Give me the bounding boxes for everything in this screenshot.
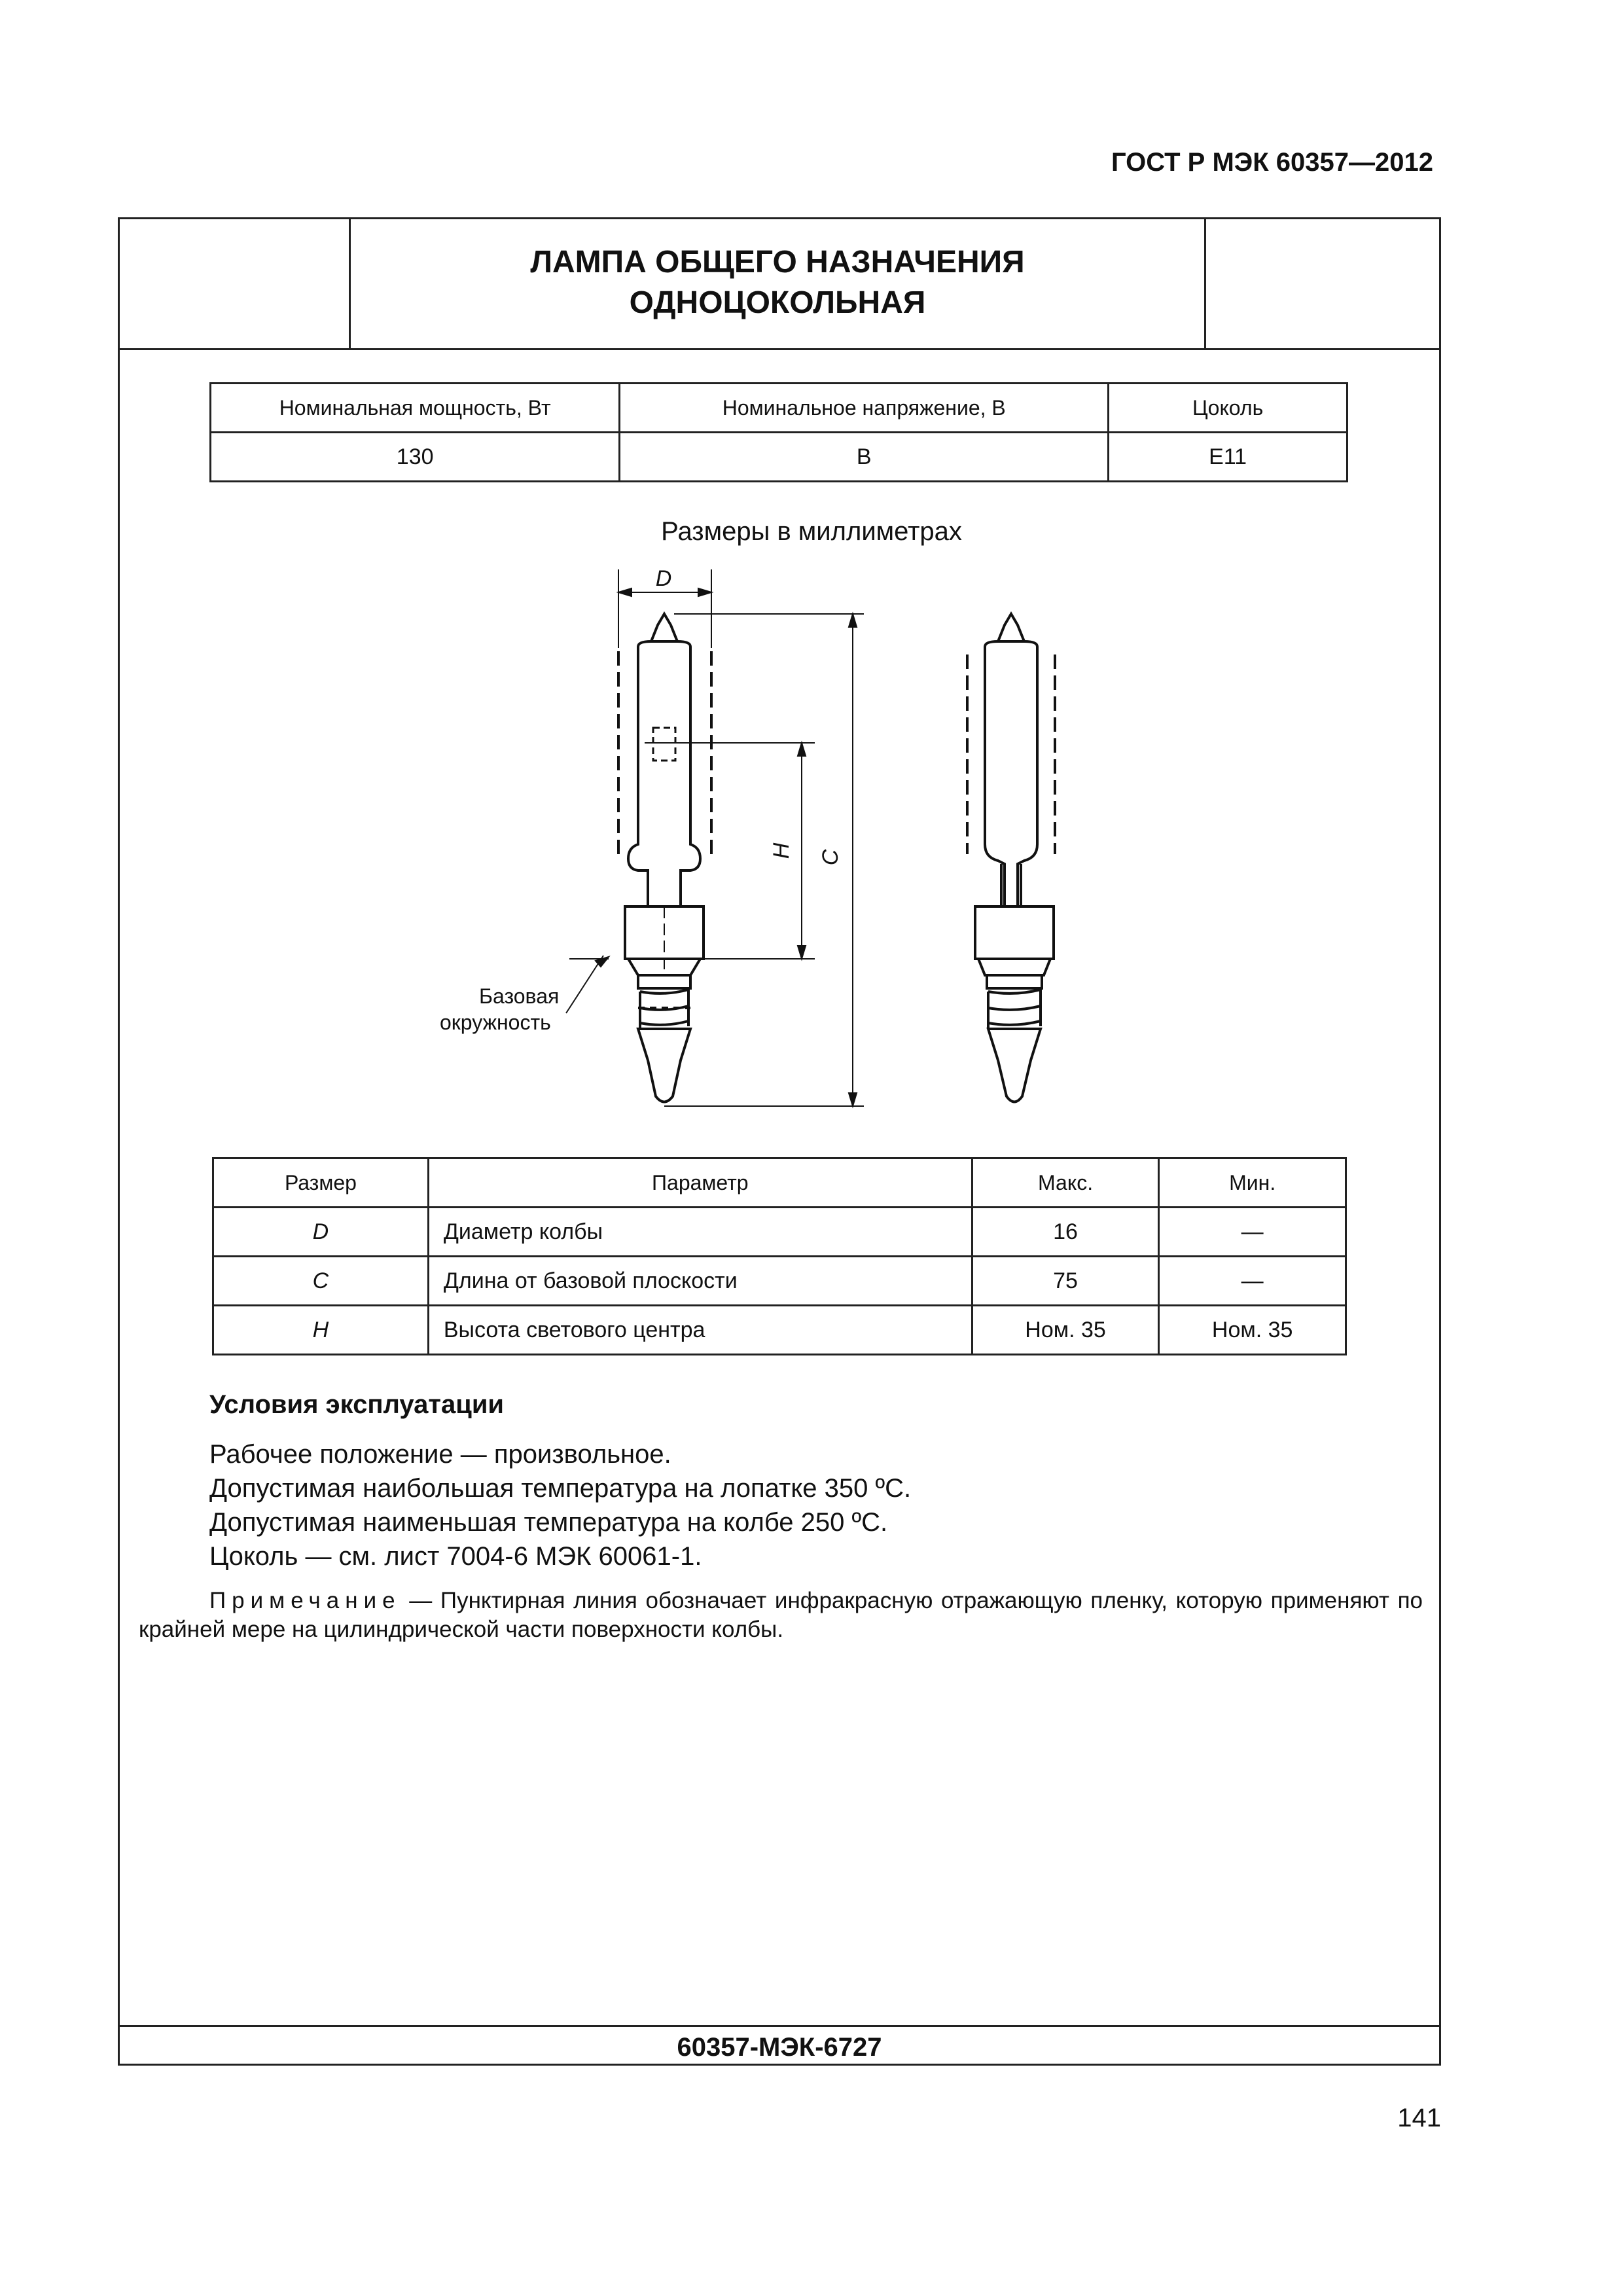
rating-value-cap: E11: [1109, 433, 1347, 482]
dim-max: 75: [972, 1257, 1159, 1306]
lamp-front-view: [625, 614, 704, 1102]
rating-header-row: [211, 384, 1347, 433]
page-number: 141: [1397, 2104, 1441, 2132]
units-note: Размеры в миллиметрах: [661, 517, 962, 546]
dimension-h: [704, 743, 815, 959]
dim-header-size: Размер: [213, 1158, 429, 1208]
dim-min: Ном. 35: [1159, 1306, 1346, 1355]
rating-table: [209, 382, 1348, 482]
dim-max: Ном. 35: [972, 1306, 1159, 1355]
rating-value-power: 130: [211, 433, 620, 482]
dim-min: —: [1159, 1257, 1346, 1306]
dim-parameter: Диаметр колбы: [428, 1208, 972, 1257]
dim-min: —: [1159, 1208, 1346, 1257]
table-row: [213, 1208, 1346, 1257]
ir-film-lines-side: [967, 655, 1055, 854]
rating-header-power: Номинальная мощность, Вт: [211, 384, 620, 433]
condition-line: Допустимая наименьшая температура на колбе 250 ºС.: [209, 1508, 888, 1537]
dim-max: 16: [972, 1208, 1159, 1257]
note-paragraph: [139, 1587, 1423, 1644]
title-line-2: ОДНОЦОКОЛЬНАЯ: [629, 285, 926, 320]
note-text: — Пунктирная линия обозначает инфракрасную отражающую пленку, которую применяют по крайней мере на цилиндрической части поверхности колбы.: [139, 1588, 1423, 1642]
lamp-side-view: [975, 614, 1054, 1102]
dim-symbol: H: [213, 1306, 429, 1355]
base-circle-leader: [566, 956, 609, 1013]
label-base-line-2: окружность: [440, 1011, 551, 1034]
conditions-list: [209, 1437, 911, 1573]
dim-symbol: D: [213, 1208, 429, 1257]
condition-line: Допустимая наибольшая температура на лопатке 350 ºС.: [209, 1474, 912, 1503]
title-line-1: ЛАМПА ОБЩЕГО НАЗНАЧЕНИЯ: [530, 245, 1025, 279]
dim-symbol: C: [213, 1257, 429, 1306]
condition-line: Цоколь — см. лист 7004-6 МЭК 60061-1.: [209, 1542, 702, 1571]
conditions-title: Условия эксплуатации: [209, 1390, 504, 1419]
dim-parameter: Длина от базовой плоскости: [428, 1257, 972, 1306]
dim-header-max: Макс.: [972, 1158, 1159, 1208]
condition-line: Рабочее положение — произвольное.: [209, 1440, 671, 1469]
dimensions-table: [212, 1157, 1347, 1355]
rating-header-cap: Цоколь: [1109, 384, 1347, 433]
footer-divider: [118, 2025, 1441, 2027]
dim-header-parameter: Параметр: [428, 1158, 972, 1208]
sheet-frame: [118, 217, 1441, 2066]
lamp-drawing: [393, 556, 1145, 1126]
dimensions-header-row: [213, 1158, 1346, 1208]
label-base-line-1: Базовая: [479, 984, 560, 1008]
rating-header-voltage: Номинальное напряжение, В: [620, 384, 1109, 433]
dim-parameter: Высота светового центра: [428, 1306, 972, 1355]
dim-header-min: Мин.: [1159, 1158, 1346, 1208]
table-row: [213, 1257, 1346, 1306]
sheet-code: 60357-МЭК-6727: [677, 2033, 882, 2062]
ir-film-lines-front: [618, 651, 711, 857]
label-d: D: [655, 566, 672, 591]
note-lead: Примечание: [209, 1588, 401, 1613]
label-c: C: [818, 849, 843, 866]
label-h: H: [769, 842, 794, 859]
sheet-title: [351, 242, 1204, 323]
rating-value-voltage: В: [620, 433, 1109, 482]
document-code: ГОСТ Р МЭК 60357—2012: [1111, 148, 1433, 177]
table-row: [213, 1306, 1346, 1355]
rating-value-row: [211, 433, 1347, 482]
title-right-separator: [1204, 217, 1206, 350]
light-centre-box: [653, 728, 675, 761]
